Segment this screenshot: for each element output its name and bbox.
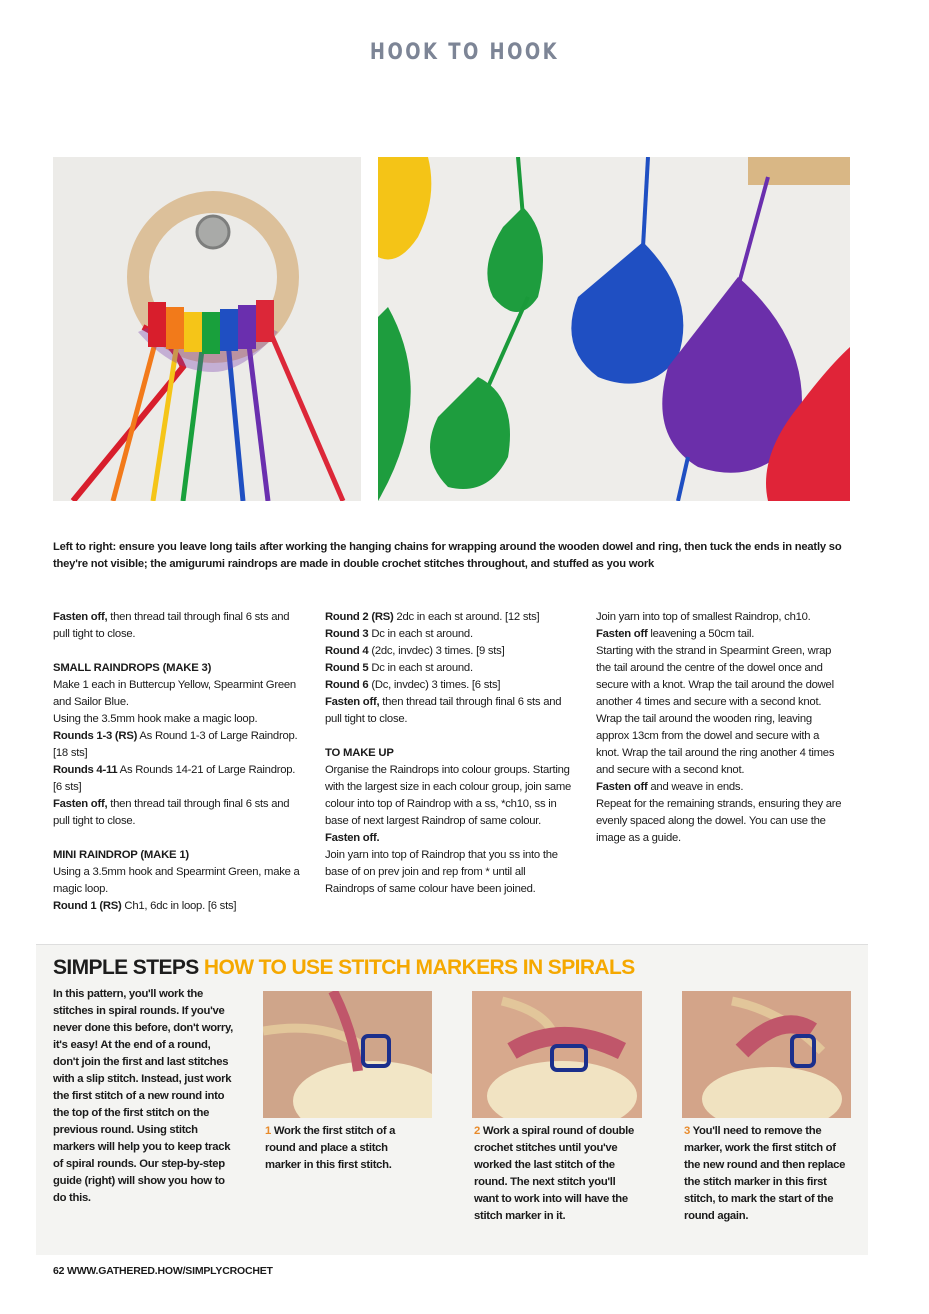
- step-3-caption: [684, 1123, 854, 1225]
- bold-term: Fasten off,: [325, 696, 380, 708]
- bold-term: Round 3: [325, 628, 369, 640]
- paragraph: [325, 643, 575, 660]
- text: then thread tail through final 6 sts and pull tight to close.: [53, 798, 290, 827]
- paragraph: [53, 796, 303, 830]
- step-2-photo: [472, 991, 642, 1118]
- paragraph: Organise the Raindrops into colour groups. Starting with the largest size in each colour group, join same colour into top of Raindrop with a ss, *ch10, ss in base of next largest Raindrop of same colour.: [325, 764, 572, 827]
- bold-term: Fasten off,: [53, 611, 108, 623]
- bold-term: Round 5: [325, 662, 369, 674]
- paragraph: Join yarn into top of smallest Raindrop, ch10.: [596, 611, 811, 623]
- paragraph: [325, 677, 575, 694]
- step-3-photo: [682, 991, 851, 1118]
- steps-intro: In this pattern, you'll work the stitches in spiral rounds. If you've never done this before, don't worry, it's easy! At the end of a round, don't join the first and last stitches with a slip stitch. Instead, just work the first stitch of a new round into the top of the first stitch on the previous round. Using stitch markers will help you to keep track of spiral rounds. Our step-by-step guide (right) will show you how to do this.: [53, 988, 233, 1204]
- paragraph: [325, 609, 575, 626]
- bold-term: Round 1 (RS): [53, 900, 122, 912]
- bold-term: Rounds 1-3 (RS): [53, 730, 138, 742]
- bold-term: Fasten off,: [53, 798, 108, 810]
- step-text: You'll need to remove the marker, work the first stitch of the new round and then replace the stitch marker in this first stitch, to mark the start of the round again.: [684, 1125, 846, 1222]
- text: Dc in each st around.: [368, 628, 473, 640]
- paragraph: [53, 762, 303, 796]
- paragraph: Starting with the strand in Spearmint Green, wrap the tail around the centre of the dowel once and secure with a knot. Wrap the tail around the dowel another 4 times and secure with a second knot. Wrap the tail around the wooden ring, leaving approx 13cm from the dowel and secure with a knot. Wrap the tail around the ring another 4 times and secure with a second knot.: [596, 645, 835, 776]
- title-prefix: SIMPLE STEPS: [53, 956, 204, 979]
- text: Ch1, 6dc in loop. [6 sts]: [121, 900, 237, 912]
- text: As Rounds 14-21 of Large Raindrop. [6 sts]: [53, 764, 296, 793]
- paragraph: [53, 728, 303, 762]
- step-number: 3: [684, 1125, 690, 1137]
- step-1-caption: [265, 1123, 415, 1174]
- photo-caption: Left to right: ensure you leave long tails after working the hanging chains for wrapping around the wooden dowel and ring, then tuck the ends in neatly so they're not visible; the amigurumi raindrops are made in double crochet stitches throughout, and stuffed as you work: [53, 541, 842, 570]
- column-2: [325, 609, 575, 898]
- paragraph: [596, 626, 844, 643]
- step-text: Work the first stitch of a round and place a stitch marker in this first stitch.: [265, 1125, 396, 1171]
- title-topic: HOW TO USE STITCH MARKERS IN SPIRALS: [203, 956, 635, 979]
- simple-steps-title: [53, 956, 635, 980]
- text: leavening a 50cm tail.: [647, 628, 755, 640]
- paragraph: [325, 830, 575, 847]
- bold-term: Fasten off: [596, 628, 648, 640]
- paragraph: [53, 609, 303, 643]
- step-number: 2: [474, 1125, 480, 1137]
- ring-photo: [53, 157, 361, 501]
- small-raindrops-heading: SMALL RAINDROPS (MAKE 3): [53, 662, 212, 674]
- bold-term: Rounds 4-11: [53, 764, 118, 776]
- page-footer: 62 WWW.GATHERED.HOW/SIMPLYCROCHET: [53, 1265, 273, 1277]
- step-1-photo: [263, 991, 432, 1118]
- column-1: [53, 609, 303, 915]
- paragraph: Using the 3.5mm hook make a magic loop.: [53, 713, 258, 725]
- paragraph: [53, 898, 303, 915]
- column-3: [596, 609, 844, 847]
- bold-term: Round 2 (RS): [325, 611, 394, 623]
- bold-term: Round 6: [325, 679, 369, 691]
- bold-term: Round 4: [325, 645, 369, 657]
- mini-raindrop-heading: MINI RAINDROP (MAKE 1): [53, 849, 189, 861]
- paragraph: [325, 694, 575, 728]
- paragraph: Using a 3.5mm hook and Spearmint Green, make a magic loop.: [53, 866, 300, 895]
- step-2-caption: [474, 1123, 639, 1225]
- text: (2dc, invdec) 3 times. [9 sts]: [368, 645, 505, 657]
- text: 2dc in each st around. [12 sts]: [393, 611, 540, 623]
- make-up-heading: TO MAKE UP: [325, 747, 394, 759]
- step-text: Work a spiral round of double crochet stitches until you've worked the last stitch of the round. The next stitch you'll want to work into will have the stitch marker in it.: [474, 1125, 634, 1222]
- step-number: 1: [265, 1125, 271, 1137]
- text: Dc in each st around.: [368, 662, 473, 674]
- paragraph: [325, 626, 575, 643]
- section-header: HOOK TO HOOK: [369, 40, 560, 65]
- text: and weave in ends.: [647, 781, 744, 793]
- paragraph: Make 1 each in Buttercup Yellow, Spearmint Green and Sailor Blue.: [53, 679, 296, 708]
- bold-term: Fasten off.: [325, 832, 380, 844]
- paragraph: Join yarn into top of Raindrop that you ss into the base of on prev join and rep from * until all Raindrops of same colour have been joined.: [325, 849, 558, 895]
- paragraph: [325, 660, 575, 677]
- text: As Round 1-3 of Large Raindrop. [18 sts]: [53, 730, 298, 759]
- paragraph: [596, 779, 844, 796]
- paragraph: Repeat for the remaining strands, ensuring they are evenly spaced along the dowel. You can use the image as a guide.: [596, 798, 842, 844]
- text: then thread tail through final 6 sts and pull tight to close.: [325, 696, 562, 725]
- bold-term: Fasten off: [596, 781, 648, 793]
- raindrops-photo: [378, 157, 850, 501]
- text: (Dc, invdec) 3 times. [6 sts]: [368, 679, 501, 691]
- text: then thread tail through final 6 sts and pull tight to close.: [53, 611, 290, 640]
